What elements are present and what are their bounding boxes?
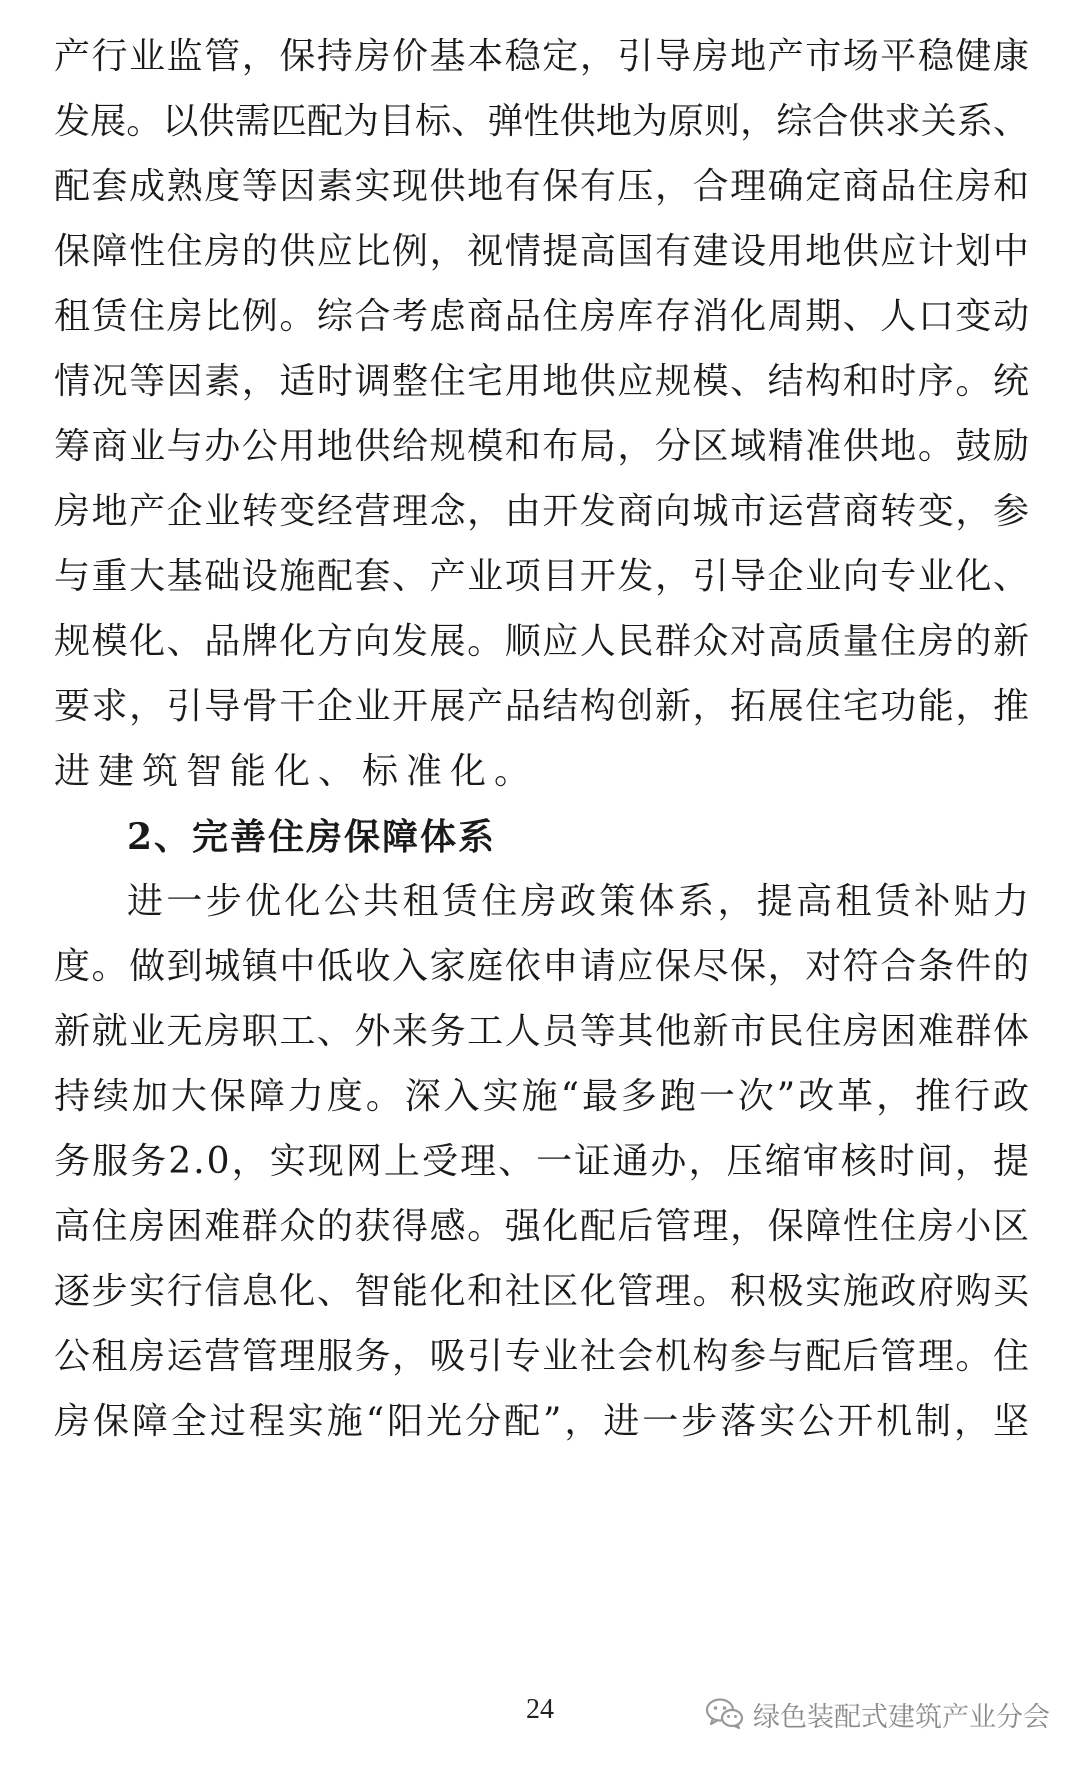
wechat-watermark <box>705 1694 1050 1734</box>
text-line: 规模化、品牌化方向发展。顺应人民群众对高质量住房的新 <box>54 621 1031 662</box>
text-line: 高住房困难群众的获得感。强化配后管理，保障性住房小区 <box>54 1206 1031 1247</box>
text-line: 保障性住房的供应比例，视情提高国有建设用地供应计划中 <box>54 231 1031 272</box>
text-line: 房地产企业转变经营理念，由开发商向城市运营商转变，参 <box>54 491 1031 532</box>
text-line: 筹商业与办公用地供给规模和布局，分区域精准供地。鼓励 <box>54 426 1031 467</box>
watermark-text: 绿色装配式建筑产业分会 <box>753 1701 1050 1733</box>
text-line: 发展。以供需匹配为目标、弹性供地为原则，综合供求关系、 <box>54 101 1030 142</box>
text-line: 持续加大保障力度。深入实施“最多跑一次”改革，推行政 <box>54 1076 1032 1117</box>
text-line: 与重大基础设施配套、产业项目开发，引导企业向专业化、 <box>54 556 1031 597</box>
text-line: 逐步实行信息化、智能化和社区化管理。积极实施政府购买 <box>54 1271 1031 1312</box>
text-line: 新就业无房职工、外来务工人员等其他新市民住房困难群体 <box>54 1011 1031 1052</box>
text-line: 进建筑智能化、标准化。 <box>54 751 539 792</box>
text-line: 情况等因素，适时调整住宅用地供应规模、结构和时序。统 <box>54 361 1031 402</box>
text-line: 度。做到城镇中低收入家庭依申请应保尽保，对符合条件的 <box>54 946 1031 987</box>
text-line: 要求，引导骨干企业开展产品结构创新，拓展住宅功能，推 <box>54 686 1031 727</box>
text-line: 配套成熟度等因素实现供地有保有压，合理确定商品住房和 <box>54 166 1031 207</box>
text-line: 租赁住房比例。综合考虑商品住房库存消化周期、人口变动 <box>54 296 1031 337</box>
page-number: 24 <box>526 1694 554 1725</box>
text-line: 产行业监管，保持房价基本稳定，引导房地产市场平稳健康 <box>54 36 1031 77</box>
text-line: 公租房运营管理服务，吸引专业社会机构参与配后管理。住 <box>54 1336 1031 1377</box>
text-line: 务服务2.0，实现网上受理、一证通办，压缩审核时间，提 <box>54 1141 1032 1182</box>
text-line: 进一步优化公共租赁住房政策体系，提高租赁补贴力 <box>127 881 1033 922</box>
text-line: 房保障全过程实施“阳光分配”，进一步落实公开机制，坚 <box>54 1401 1032 1442</box>
wechat-icon <box>705 1697 745 1731</box>
section-heading: 2、完善住房保障体系 <box>127 816 497 858</box>
